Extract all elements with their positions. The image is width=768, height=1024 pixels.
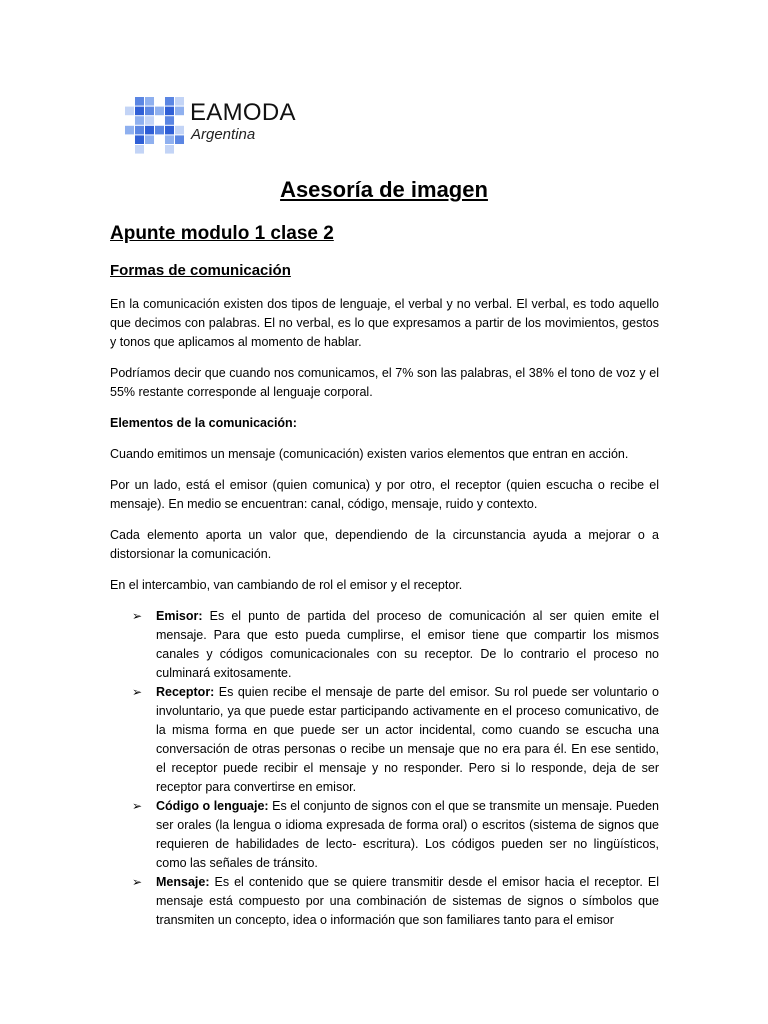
- paragraph: En el intercambio, van cambiando de rol el emisor y el receptor.: [110, 578, 463, 592]
- arrow-bullet-icon: ➢: [132, 875, 143, 889]
- paragraph: Cada elemento aporta un valor que, dependiendo de la circunstancia ayuda a mejorar o a distorsionar la comunicación.: [110, 528, 659, 561]
- eamoda-logo: [124, 96, 324, 156]
- logo-name: EAMODA: [190, 99, 296, 126]
- logo-tile: [165, 126, 174, 135]
- logo-tile: [145, 107, 154, 116]
- logo-tile: [145, 97, 154, 106]
- term-definition: Es el punto de partida del proceso de comunicación al ser quien emite el mensaje. Para que esto pueda cumplirse, el emisor tiene que compartir los mismos canales y códigos comunicacionales con su receptor. De lo contrario el proceso no culminará exitosamente.: [156, 609, 659, 680]
- term-definition: Es el contenido que se quiere transmitir desde el emisor hacia el receptor. El mensaje está compuesto por una combinación de sistemas de signos o símbolos que transmiten un concepto, idea o información que son familiares tanto para el emisor: [156, 875, 659, 927]
- logo-tile: [175, 126, 184, 135]
- term-label: Receptor:: [156, 685, 215, 699]
- logo-tile: [175, 97, 184, 106]
- term-definition: Es el conjunto de signos con el que se transmite un mensaje. Pueden ser orales (la lengua o idioma expresada de forma oral) o escritos (sistema de signos que requieren de habilidades de lecto- escritura). Los códigos pueden ser no lingüísticos, como las señales de tránsito.: [156, 799, 660, 870]
- logo-subtitle: Argentina: [191, 126, 256, 143]
- logo-tile: [155, 126, 164, 135]
- logo-mosaic-icon: [124, 96, 186, 154]
- logo-tile: [135, 97, 144, 106]
- paragraph: En la comunicación existen dos tipos de lenguaje, el verbal y no verbal. El verbal, es todo aquello que decimos con palabras. El no verbal, es lo que expresamos a partir de los movimientos, gestos y tonos que aplicamos al momento de hablar.: [110, 297, 659, 349]
- logo-tile: [155, 107, 164, 116]
- logo-tile: [175, 107, 184, 116]
- arrow-bullet-icon: ➢: [132, 799, 143, 813]
- logo-tile: [135, 107, 144, 116]
- logo-tile: [165, 145, 174, 154]
- list-item-codigo: [110, 797, 659, 873]
- logo-tile: [165, 107, 174, 116]
- elements-list: [110, 607, 659, 930]
- subheading-elements: Elementos de la comunicación:: [110, 416, 297, 430]
- logo-tile: [165, 135, 174, 144]
- arrow-bullet-icon: ➢: [132, 685, 143, 699]
- arrow-bullet-icon: ➢: [132, 609, 143, 623]
- list-item-mensaje: [110, 873, 659, 930]
- logo-tile: [145, 116, 154, 125]
- document-body: [110, 295, 659, 930]
- logo-tile: [135, 126, 144, 135]
- list-item-receptor: [110, 683, 659, 797]
- logo-tile: [135, 116, 144, 125]
- section-heading: Formas de comunicación: [110, 262, 291, 279]
- logo-tile: [135, 145, 144, 154]
- term-label: Emisor:: [156, 609, 203, 623]
- term-definition: Es quien recibe el mensaje de parte del emisor. Su rol puede ser voluntario o involuntario, ya que puede estar participando activamente en el proceso comunicativo, de la misma forma en que puede ser un actor incidental, como cuando se escucha una conversación de otras personas o recibe un mensaje que no era para él. En ese sentido, el receptor puede recibir el mensaje y no responder. Pero si lo responde, deja de ser receptor para convertirse en emisor.: [156, 685, 659, 794]
- logo-tile: [165, 116, 174, 125]
- paragraph: Cuando emitimos un mensaje (comunicación) existen varios elementos que entran en acción.: [110, 447, 629, 461]
- term-label: Código o lenguaje:: [156, 799, 269, 813]
- document-subtitle: Apunte modulo 1 clase 2: [110, 223, 334, 244]
- term-label: Mensaje:: [156, 875, 210, 889]
- logo-tile: [165, 97, 174, 106]
- logo-tile: [145, 135, 154, 144]
- paragraph: Podríamos decir que cuando nos comunicamos, el 7% son las palabras, el 38% el tono de voz y el 55% restante corresponde al lenguaje corporal.: [110, 366, 659, 399]
- logo-tile: [175, 135, 184, 144]
- logo-tile: [125, 126, 134, 135]
- list-item-emisor: [110, 607, 659, 683]
- logo-tile: [135, 135, 144, 144]
- paragraph: Por un lado, está el emisor (quien comunica) y por otro, el receptor (quien escucha o recibe el mensaje). En medio se encuentran: canal, código, mensaje, ruido y contexto.: [110, 478, 659, 511]
- logo-tile: [145, 126, 154, 135]
- logo-tile: [125, 107, 134, 116]
- document-title: Asesoría de imagen: [280, 177, 488, 202]
